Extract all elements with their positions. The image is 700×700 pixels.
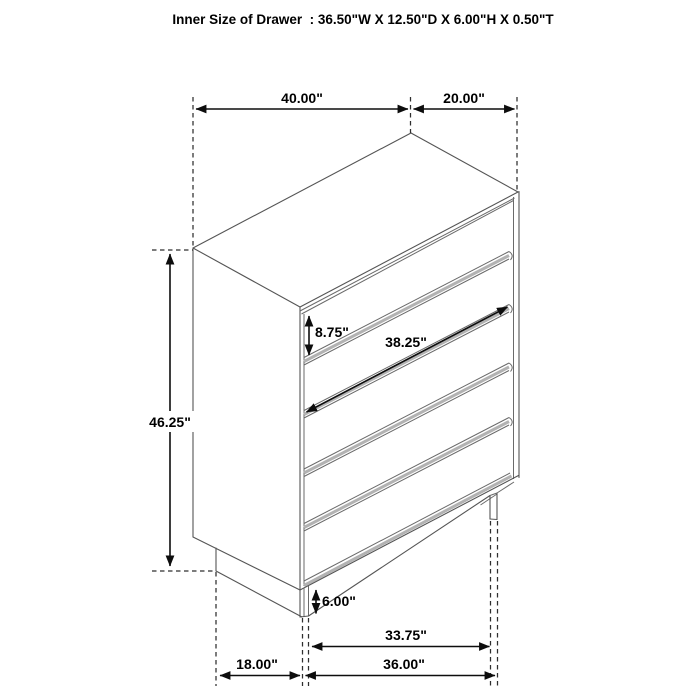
diagram-title: Inner Size of Drawer : 36.50"W X 12.50"D X 6.00"H X 0.50"T	[172, 12, 554, 27]
dim-top-depth-label: 20.00"	[443, 90, 485, 106]
dim-front-base-span-label: 33.75"	[385, 627, 427, 643]
dim-line-drawer-front-width	[307, 307, 508, 412]
dim-top-drawer-height-label: 8.75"	[315, 324, 349, 340]
dim-drawer-front-width-label: 38.25"	[385, 334, 427, 350]
dim-front-floor-span-label: 36.00"	[383, 656, 425, 672]
dim-top-width-label: 40.00"	[281, 90, 323, 106]
dim-leg-height-label: 6.00"	[322, 593, 356, 609]
chest-outline	[193, 133, 519, 590]
drawer-gaps	[304, 252, 512, 532]
dim-overall-height-label: 46.25"	[149, 414, 191, 430]
dimension-labels	[149, 12, 554, 672]
dim-side-floor-span-label: 18.00"	[236, 656, 278, 672]
